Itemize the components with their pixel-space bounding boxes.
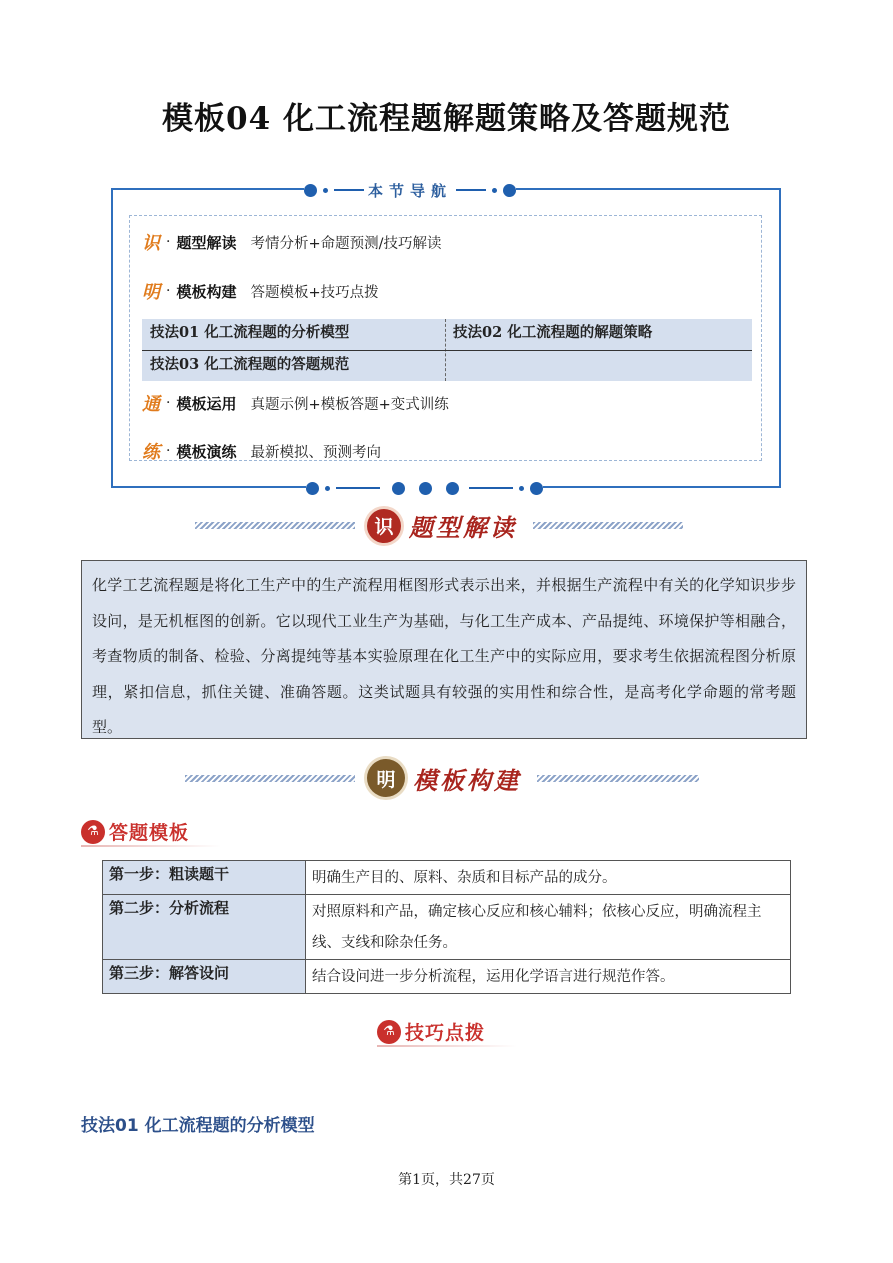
step-cell: 第三步：解答设问 xyxy=(103,960,306,994)
tag-underline xyxy=(81,845,221,847)
divider xyxy=(334,189,364,191)
nav-label: 模板运用 xyxy=(176,394,237,413)
reading-text-box: 化学工艺流程题是将化工生产中的生产流程用框图形式表示出来，并根据生产流程中有关的化学知识步步设问，是无机框图的创新。它以现代工业生产为基础，与化工生产成本、产品提纯、环境保护等相融合，考查物质的制备、检验、分离提纯等基本实验原理在化工生产中的实际应用，要求考生依据流程图分析原理，紧扣信息，抓住关键、准确答题。这类试题具有较强的实用性和综合性，是高考化学命题的常考题型。 xyxy=(81,560,807,739)
flask-icon: ⚗ xyxy=(377,1020,401,1044)
dot-icon xyxy=(323,188,328,193)
seal-icon: 识 xyxy=(367,509,401,543)
tag-title: 技巧点拨 xyxy=(405,1022,486,1044)
page-footer: 第1页，共27页 xyxy=(398,1172,495,1188)
nav-footer xyxy=(306,479,543,497)
content-cell: 结合设问进一步分析流程，运用化学语言进行规范作答。 xyxy=(306,960,791,994)
nav-dot: · xyxy=(166,234,171,250)
nav-row-apply[interactable] xyxy=(142,390,449,416)
nav-char: 识 xyxy=(142,233,160,254)
divider xyxy=(456,189,486,191)
skill-link[interactable]: 技法02 化工流程题的解题策略 xyxy=(453,324,653,341)
nav-desc: 真题示例+模板答题+变式训练 xyxy=(250,396,449,413)
nav-dot: · xyxy=(166,443,171,459)
dot-icon xyxy=(392,482,405,495)
skill-link[interactable]: 技法01 化工流程题的分析模型 xyxy=(150,324,350,341)
nav-header xyxy=(304,181,516,199)
nav-row-practice[interactable] xyxy=(142,438,381,464)
nav-label: 题型解读 xyxy=(176,233,237,252)
stripe-decoration xyxy=(537,775,699,782)
nav-desc: 答题模板+技巧点拨 xyxy=(250,284,379,301)
tips-tag xyxy=(377,1018,485,1045)
section-heading: 技法01 化工流程题的分析模型 xyxy=(81,1116,315,1136)
dot-icon xyxy=(503,184,516,197)
table-row xyxy=(103,895,791,960)
dot-icon xyxy=(419,482,432,495)
nav-char: 通 xyxy=(142,394,160,415)
nav-desc: 考情分析+命题预测/技巧解读 xyxy=(250,235,442,252)
dot-icon xyxy=(519,486,524,491)
banner-title: 模板构建 xyxy=(413,765,521,795)
nav-dot: · xyxy=(166,283,171,299)
flask-icon: ⚗ xyxy=(81,820,105,844)
skills-table xyxy=(142,319,752,381)
nav-char: 明 xyxy=(142,282,160,303)
table-row xyxy=(103,861,791,895)
step-cell: 第一步：粗读题干 xyxy=(103,861,306,895)
stripe-decoration xyxy=(533,522,683,529)
section-banner-template xyxy=(185,759,699,797)
step-cell: 第二步：分析流程 xyxy=(103,895,306,960)
dot-icon xyxy=(492,188,497,193)
nav-header-title: 本节导航 xyxy=(368,181,453,200)
page-title: 模板04 化工流程题解题策略及答题规范 xyxy=(162,101,731,137)
stripe-decoration xyxy=(195,522,355,529)
skill-link[interactable]: 技法03 化工流程题的答题规范 xyxy=(150,356,350,373)
dot-icon xyxy=(306,482,319,495)
answer-template-tag xyxy=(81,818,189,845)
dot-icon xyxy=(325,486,330,491)
nav-label: 模板演练 xyxy=(176,442,237,461)
nav-char: 练 xyxy=(142,442,160,463)
nav-row-reading[interactable] xyxy=(142,229,442,255)
seal-icon: 明 xyxy=(367,759,405,797)
section-banner-reading xyxy=(195,508,683,543)
tag-underline xyxy=(377,1045,517,1047)
nav-row-template[interactable] xyxy=(142,278,379,304)
tag-title: 答题模板 xyxy=(109,822,190,844)
stripe-decoration xyxy=(185,775,355,782)
content-cell: 明确生产目的、原料、杂质和目标产品的成分。 xyxy=(306,861,791,895)
divider xyxy=(336,487,380,489)
dot-icon xyxy=(530,482,543,495)
content-cell: 对照原料和产品，确定核心反应和核心辅料；依核心反应，明确流程主线、支线和除杂任务。 xyxy=(306,895,791,960)
nav-dot: · xyxy=(166,395,171,411)
table-row xyxy=(103,960,791,994)
divider xyxy=(469,487,513,489)
banner-title: 题型解读 xyxy=(409,513,517,542)
dot-icon xyxy=(304,184,317,197)
nav-label: 模板构建 xyxy=(176,282,237,301)
divider xyxy=(142,350,752,351)
nav-desc: 最新模拟、预测考向 xyxy=(250,444,381,461)
template-table xyxy=(102,860,791,994)
dot-icon xyxy=(446,482,459,495)
